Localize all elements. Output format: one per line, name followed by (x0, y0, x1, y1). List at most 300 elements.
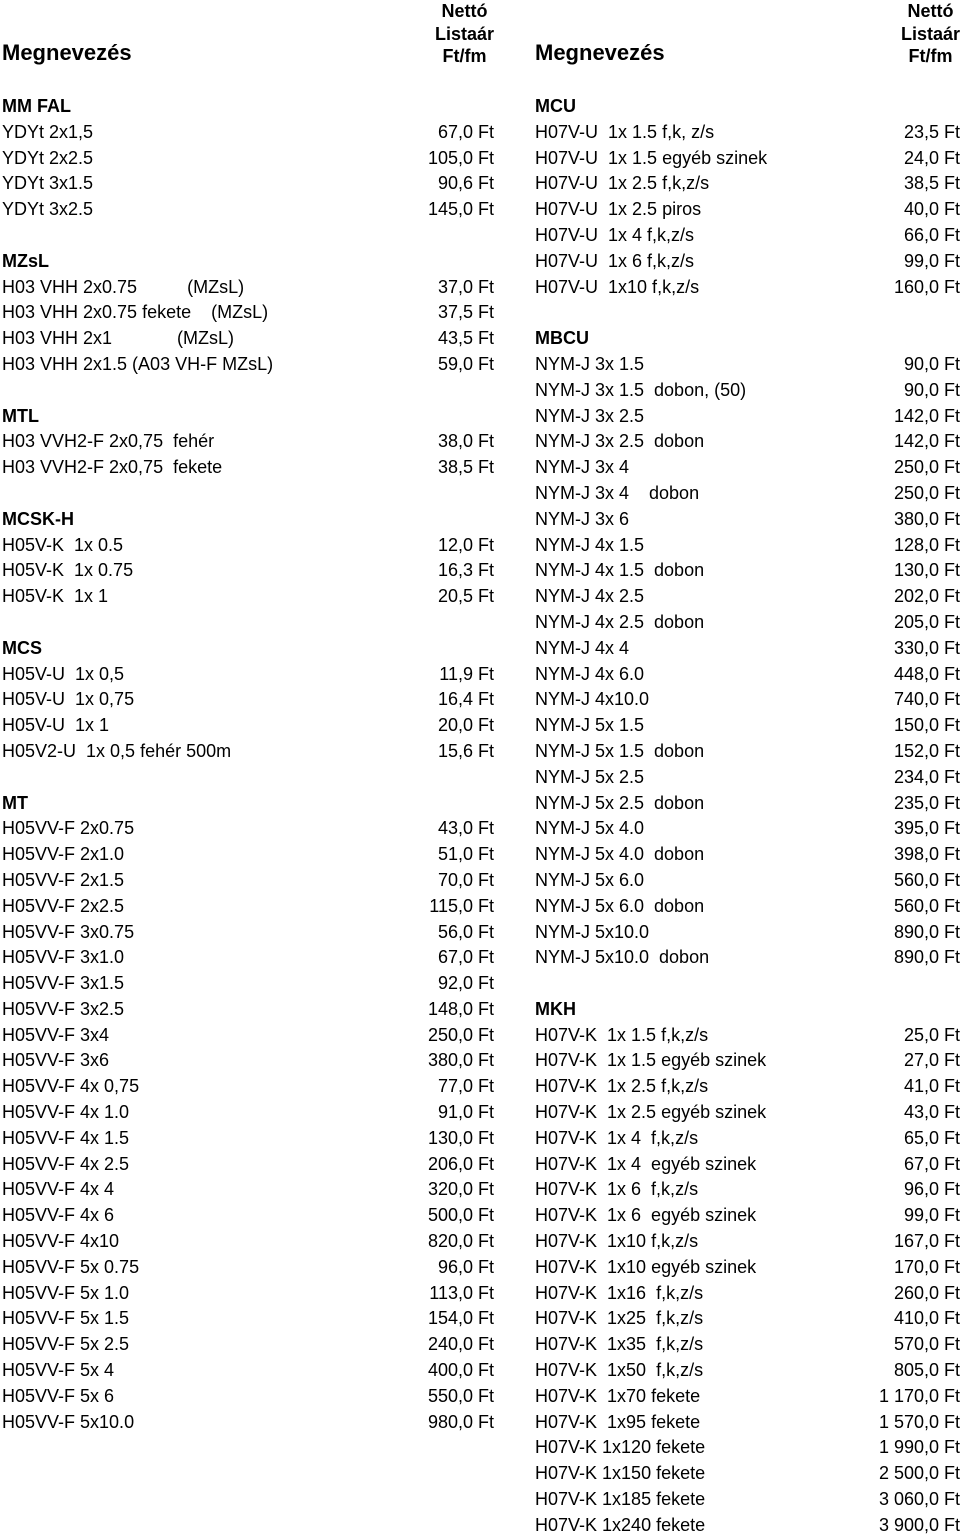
product-name: H03 VHH 2x1.5 (A03 VH-F MZsL) (2, 353, 274, 374)
price-row (533, 146, 960, 172)
product-price: 27,0 Ft (903, 1050, 960, 1071)
product-price: 67,0 Ft (437, 121, 494, 142)
product-name: NYM-J 5x 6.0 dobon (535, 895, 705, 916)
product-name: H07V-K 1x50 f,k,z/s (535, 1360, 704, 1381)
product-name: NYM-J 4x 6.0 (535, 663, 645, 684)
product-price: 96,0 Ft (903, 1179, 960, 1200)
product-price: 320,0 Ft (427, 1179, 494, 1200)
product-name: NYM-J 3x 6 (535, 508, 630, 529)
product-price: 105,0 Ft (427, 147, 494, 168)
product-name: NYM-J 4x 2.5 (535, 586, 645, 607)
product-price: 38,0 Ft (437, 431, 494, 452)
product-price: 148,0 Ft (427, 998, 494, 1019)
product-name: H07V-K 1x 4 f,k,z/s (535, 1127, 699, 1148)
product-price: 91,0 Ft (437, 1102, 494, 1123)
product-price: 550,0 Ft (427, 1385, 494, 1406)
price-row (533, 249, 960, 275)
product-name: H05VV-F 4x 4 (2, 1179, 115, 1200)
product-name: NYM-J 3x 2.5 dobon (535, 431, 705, 452)
section-title (533, 326, 960, 352)
section-title (0, 249, 500, 275)
product-name: H07V-K 1x95 fekete (535, 1411, 701, 1432)
section-title (0, 94, 500, 120)
product-price: 1 990,0 Ft (878, 1437, 960, 1458)
product-name: H05VV-F 2x1.5 (2, 869, 125, 890)
name-column-header: Megnevezés (2, 40, 132, 65)
product-name: H05VV-F 2x0.75 (2, 818, 135, 839)
price-row (0, 1074, 500, 1100)
product-name: H05VV-F 5x 1.5 (2, 1308, 130, 1329)
price-column-header (901, 0, 960, 68)
price-row (0, 120, 500, 146)
price-row (533, 662, 960, 688)
product-price: 16,3 Ft (437, 560, 494, 581)
price-row (533, 765, 960, 791)
price-row (0, 533, 500, 559)
product-price: 96,0 Ft (437, 1256, 494, 1277)
product-price: 235,0 Ft (893, 792, 960, 813)
product-price: 234,0 Ft (893, 766, 960, 787)
product-name: H07V-K 1x 2.5 egyéb szinek (535, 1102, 767, 1123)
price-row (533, 1384, 960, 1410)
product-price: 202,0 Ft (893, 586, 960, 607)
product-price: 43,0 Ft (903, 1102, 960, 1123)
product-price: 3 900,0 Ft (878, 1514, 960, 1535)
product-price: 25,0 Ft (903, 1024, 960, 1045)
price-row (0, 197, 500, 223)
product-price: 38,5 Ft (903, 173, 960, 194)
product-price: 77,0 Ft (437, 1076, 494, 1097)
product-price: 70,0 Ft (437, 869, 494, 890)
product-name: H03 VHH 2x0.75 fekete (MZsL) (2, 302, 269, 323)
price-row (0, 1177, 500, 1203)
price-row (533, 868, 960, 894)
product-name: H07V-U 1x 4 f,k,z/s (535, 224, 695, 245)
price-row (533, 1306, 960, 1332)
price-row (0, 1023, 500, 1049)
price-row (0, 997, 500, 1023)
price-row (0, 352, 500, 378)
product-name: NYM-J 3x 4 (535, 457, 630, 478)
product-price: 170,0 Ft (893, 1256, 960, 1277)
product-name: H05V-K 1x 0.5 (2, 534, 124, 555)
spacer-row (0, 610, 500, 636)
product-name: H05VV-F 2x1.0 (2, 844, 125, 865)
price-row (533, 610, 960, 636)
product-price: 240,0 Ft (427, 1334, 494, 1355)
product-price: 130,0 Ft (427, 1127, 494, 1148)
product-name: H05VV-F 5x 2.5 (2, 1334, 130, 1355)
product-price: 890,0 Ft (893, 947, 960, 968)
price-row (0, 842, 500, 868)
section-name: MCSK-H (2, 508, 74, 529)
product-name: NYM-J 5x 4.0 dobon (535, 844, 705, 865)
price-row (0, 662, 500, 688)
product-price: 890,0 Ft (893, 921, 960, 942)
price-header-line: Ft/fm (442, 46, 487, 66)
product-name: H07V-K 1x10 f,k,z/s (535, 1231, 699, 1252)
product-name: H07V-K 1x 1.5 egyéb szinek (535, 1050, 767, 1071)
section-name: MT (2, 792, 28, 813)
product-name: NYM-J 5x10.0 dobon (535, 947, 710, 968)
product-price: 20,0 Ft (437, 715, 494, 736)
price-row (533, 791, 960, 817)
price-row (0, 1410, 500, 1436)
product-name: H07V-K 1x10 egyéb szinek (535, 1256, 757, 1277)
price-row (0, 1100, 500, 1126)
price-row (533, 223, 960, 249)
price-row (533, 507, 960, 533)
product-name: H05V-K 1x 1 (2, 586, 109, 607)
product-name: H05VV-F 4x10 (2, 1231, 120, 1252)
spacer-row (533, 300, 960, 326)
price-row (533, 739, 960, 765)
product-name: H05VV-F 4x 0,75 (2, 1076, 140, 1097)
product-name: H07V-U 1x 1.5 f,k, z/s (535, 121, 715, 142)
product-name: H05VV-F 3x1.5 (2, 973, 125, 994)
price-row (533, 1461, 960, 1487)
section-title (0, 404, 500, 430)
spacer-row (0, 765, 500, 791)
price-list-right-column (533, 0, 960, 1539)
price-row (0, 1358, 500, 1384)
product-price: 67,0 Ft (903, 1153, 960, 1174)
product-price: 206,0 Ft (427, 1153, 494, 1174)
price-row (533, 1332, 960, 1358)
spacer-row (0, 378, 500, 404)
product-name: H05VV-F 4x 2.5 (2, 1153, 130, 1174)
product-price: 150,0 Ft (893, 715, 960, 736)
product-price: 20,5 Ft (437, 586, 494, 607)
price-row (533, 1074, 960, 1100)
product-price: 37,5 Ft (437, 302, 494, 323)
price-row (0, 1126, 500, 1152)
section-title (0, 791, 500, 817)
product-price: 59,0 Ft (437, 353, 494, 374)
product-name: NYM-J 5x 2.5 (535, 766, 645, 787)
price-row (533, 1203, 960, 1229)
product-price: 99,0 Ft (903, 1205, 960, 1226)
product-price: 15,6 Ft (437, 740, 494, 761)
product-price: 1 570,0 Ft (878, 1411, 960, 1432)
price-row (533, 816, 960, 842)
product-price: 66,0 Ft (903, 224, 960, 245)
product-price: 380,0 Ft (893, 508, 960, 529)
section-title (0, 636, 500, 662)
product-name: H07V-U 1x 2.5 f,k,z/s (535, 173, 710, 194)
product-price: 400,0 Ft (427, 1360, 494, 1381)
product-name: H05VV-F 3x6 (2, 1050, 110, 1071)
product-price: 805,0 Ft (893, 1360, 960, 1381)
product-price: 560,0 Ft (893, 869, 960, 890)
spacer-row (533, 971, 960, 997)
product-name: H07V-K 1x 6 egyéb szinek (535, 1205, 757, 1226)
product-name: H03 VVH2-F 2x0,75 fehér (2, 431, 215, 452)
product-name: H05VV-F 5x 4 (2, 1360, 115, 1381)
product-name: H07V-K 1x240 fekete (535, 1514, 706, 1535)
product-price: 38,5 Ft (437, 457, 494, 478)
product-name: H03 VVH2-F 2x0,75 fekete (2, 457, 223, 478)
price-row (0, 1306, 500, 1332)
product-price: 145,0 Ft (427, 199, 494, 220)
price-row (0, 146, 500, 172)
section-title (533, 997, 960, 1023)
product-price: 90,0 Ft (903, 379, 960, 400)
product-price: 99,0 Ft (903, 250, 960, 271)
section-name: MZsL (2, 250, 49, 271)
price-row (533, 378, 960, 404)
product-price: 820,0 Ft (427, 1231, 494, 1252)
price-row (533, 1126, 960, 1152)
product-price: 330,0 Ft (893, 637, 960, 658)
price-row (533, 1048, 960, 1074)
spacer-row (0, 223, 500, 249)
product-name: NYM-J 4x 2.5 dobon (535, 611, 705, 632)
product-name: NYM-J 5x 6.0 (535, 869, 645, 890)
product-price: 154,0 Ft (427, 1308, 494, 1329)
price-row (0, 275, 500, 301)
price-row (0, 739, 500, 765)
product-name: H05VV-F 3x2.5 (2, 998, 125, 1019)
price-row (533, 920, 960, 946)
price-row (533, 352, 960, 378)
section-title (0, 507, 500, 533)
product-price: 90,6 Ft (437, 173, 494, 194)
product-name: H03 VHH 2x1 (MZsL) (2, 328, 235, 349)
product-name: NYM-J 4x 4 (535, 637, 630, 658)
product-name: NYM-J 5x 2.5 dobon (535, 792, 705, 813)
product-name: H05V-U 1x 0,75 (2, 689, 135, 710)
product-price: 37,0 Ft (437, 276, 494, 297)
product-name: H07V-K 1x 4 egyéb szinek (535, 1153, 757, 1174)
product-price: 448,0 Ft (893, 663, 960, 684)
price-row (533, 1487, 960, 1513)
price-row (0, 558, 500, 584)
price-row (533, 945, 960, 971)
product-name: H07V-K 1x70 fekete (535, 1385, 701, 1406)
price-row (533, 171, 960, 197)
name-column-header: Megnevezés (535, 40, 665, 65)
product-name: YDYt 3x1.5 (2, 173, 94, 194)
price-row (533, 1410, 960, 1436)
product-name: H07V-K 1x185 fekete (535, 1489, 706, 1510)
price-row (533, 1435, 960, 1461)
right-column-header (533, 0, 960, 94)
price-row (533, 1229, 960, 1255)
product-name: H05V-K 1x 0.75 (2, 560, 134, 581)
product-price: 250,0 Ft (427, 1024, 494, 1045)
product-name: H07V-K 1x16 f,k,z/s (535, 1282, 704, 1303)
product-price: 205,0 Ft (893, 611, 960, 632)
product-price: 24,0 Ft (903, 147, 960, 168)
section-title (533, 94, 960, 120)
product-name: YDYt 3x2.5 (2, 199, 94, 220)
product-price: 130,0 Ft (893, 560, 960, 581)
product-price: 740,0 Ft (893, 689, 960, 710)
product-price: 395,0 Ft (893, 818, 960, 839)
product-price: 56,0 Ft (437, 921, 494, 942)
section-name: MCS (2, 637, 42, 658)
section-name: MBCU (535, 328, 589, 349)
product-price: 152,0 Ft (893, 740, 960, 761)
product-name: NYM-J 4x 1.5 dobon (535, 560, 705, 581)
product-name: NYM-J 3x 2.5 (535, 405, 645, 426)
product-name: H05VV-F 4x 1.5 (2, 1127, 130, 1148)
product-name: H05V2-U 1x 0,5 fehér 500m (2, 740, 232, 761)
product-price: 570,0 Ft (893, 1334, 960, 1355)
price-row (533, 197, 960, 223)
price-row (533, 275, 960, 301)
product-price: 260,0 Ft (893, 1282, 960, 1303)
price-row (533, 1281, 960, 1307)
product-name: H07V-K 1x150 fekete (535, 1463, 706, 1484)
price-row (0, 1048, 500, 1074)
product-price: 128,0 Ft (893, 534, 960, 555)
product-price: 92,0 Ft (437, 973, 494, 994)
product-name: NYM-J 4x10.0 (535, 689, 650, 710)
product-name: H07V-K 1x120 fekete (535, 1437, 706, 1458)
product-price: 16,4 Ft (437, 689, 494, 710)
price-header-line: Nettó (441, 1, 488, 21)
product-name: NYM-J 3x 4 dobon (535, 482, 700, 503)
price-header-line: Listaár (434, 23, 494, 44)
price-row (533, 1255, 960, 1281)
product-price: 980,0 Ft (427, 1411, 494, 1432)
left-rows (0, 94, 500, 1435)
section-name: MCU (535, 96, 576, 116)
product-price: 67,0 Ft (437, 947, 494, 968)
price-row (533, 1177, 960, 1203)
product-price: 3 060,0 Ft (878, 1489, 960, 1510)
price-row (533, 1023, 960, 1049)
price-row (0, 894, 500, 920)
product-price: 142,0 Ft (893, 405, 960, 426)
price-row (0, 1152, 500, 1178)
product-name: H07V-K 1x 2.5 f,k,z/s (535, 1076, 709, 1097)
product-price: 410,0 Ft (893, 1308, 960, 1329)
product-price: 1 170,0 Ft (878, 1385, 960, 1406)
price-row (0, 171, 500, 197)
product-price: 160,0 Ft (893, 276, 960, 297)
product-name: YDYt 2x2.5 (2, 147, 94, 168)
price-row (0, 920, 500, 946)
product-name: H07V-U 1x 6 f,k,z/s (535, 250, 695, 271)
price-row (533, 481, 960, 507)
spacer-row (0, 481, 500, 507)
product-price: 41,0 Ft (903, 1076, 960, 1097)
product-price: 142,0 Ft (893, 431, 960, 452)
price-row (533, 1152, 960, 1178)
price-row (0, 455, 500, 481)
price-list-left-column (0, 0, 500, 1435)
product-name: NYM-J 4x 1.5 (535, 534, 645, 555)
price-row (0, 1255, 500, 1281)
price-row (0, 945, 500, 971)
product-name: NYM-J 3x 1.5 dobon, (50) (535, 379, 747, 400)
product-price: 11,9 Ft (439, 663, 494, 684)
price-row (0, 816, 500, 842)
price-row (533, 455, 960, 481)
product-name: H07V-K 1x 6 f,k,z/s (535, 1179, 699, 1200)
price-row (0, 1332, 500, 1358)
product-price: 65,0 Ft (903, 1127, 960, 1148)
price-row (0, 971, 500, 997)
product-price: 40,0 Ft (903, 199, 960, 220)
product-price: 2 500,0 Ft (878, 1463, 960, 1484)
product-price: 560,0 Ft (893, 895, 960, 916)
price-row (533, 584, 960, 610)
section-name: MKH (535, 998, 576, 1019)
product-name: H05V-U 1x 1 (2, 715, 110, 736)
product-price: 113,0 Ft (429, 1282, 494, 1303)
price-row (533, 636, 960, 662)
price-row (0, 687, 500, 713)
price-header-line: Nettó (907, 1, 954, 21)
price-row (0, 868, 500, 894)
product-price: 250,0 Ft (893, 482, 960, 503)
product-price: 43,0 Ft (437, 818, 494, 839)
product-price: 12,0 Ft (437, 534, 494, 555)
price-row (533, 1513, 960, 1539)
product-price: 500,0 Ft (427, 1205, 494, 1226)
left-column-header (0, 0, 500, 94)
product-name: NYM-J 5x 1.5 (535, 715, 645, 736)
product-name: H05VV-F 5x10.0 (2, 1411, 135, 1432)
product-name: H05VV-F 2x2.5 (2, 895, 125, 916)
price-row (0, 1229, 500, 1255)
price-header-line: Listaár (900, 23, 960, 44)
price-row (0, 429, 500, 455)
product-price: 90,0 Ft (903, 353, 960, 374)
product-name: H05VV-F 5x 1.0 (2, 1282, 130, 1303)
right-rows (533, 94, 960, 1539)
section-name: MTL (2, 405, 39, 426)
price-row (533, 558, 960, 584)
price-column-header (435, 0, 494, 68)
price-header-line: Ft/fm (908, 46, 953, 66)
product-name: H05VV-F 3x1.0 (2, 947, 125, 968)
product-price: 43,5 Ft (437, 328, 494, 349)
product-name: H03 VHH 2x0.75 (MZsL) (2, 276, 245, 297)
product-name: H07V-U 1x 1.5 egyéb szinek (535, 147, 768, 168)
product-name: NYM-J 5x 1.5 dobon (535, 740, 705, 761)
price-row (533, 842, 960, 868)
product-name: H05VV-F 3x0.75 (2, 921, 135, 942)
price-row (0, 584, 500, 610)
product-name: NYM-J 3x 1.5 (535, 353, 645, 374)
product-name: H05VV-F 5x 0.75 (2, 1256, 140, 1277)
price-row (0, 713, 500, 739)
section-name: MM FAL (2, 96, 71, 116)
product-name: H07V-U 1x 2.5 piros (535, 199, 702, 220)
price-row (533, 429, 960, 455)
product-name: NYM-J 5x10.0 (535, 921, 650, 942)
product-price: 167,0 Ft (893, 1231, 960, 1252)
price-row (0, 1203, 500, 1229)
price-row (533, 1100, 960, 1126)
product-name: H05VV-F 4x 6 (2, 1205, 115, 1226)
product-name: H05V-U 1x 0,5 (2, 663, 125, 684)
product-price: 51,0 Ft (437, 844, 494, 865)
price-row (0, 1384, 500, 1410)
price-row (533, 404, 960, 430)
price-row (0, 326, 500, 352)
product-name: H05VV-F 5x 6 (2, 1385, 115, 1406)
product-name: H05VV-F 4x 1.0 (2, 1102, 130, 1123)
product-price: 380,0 Ft (427, 1050, 494, 1071)
price-row (533, 687, 960, 713)
price-row (533, 1358, 960, 1384)
